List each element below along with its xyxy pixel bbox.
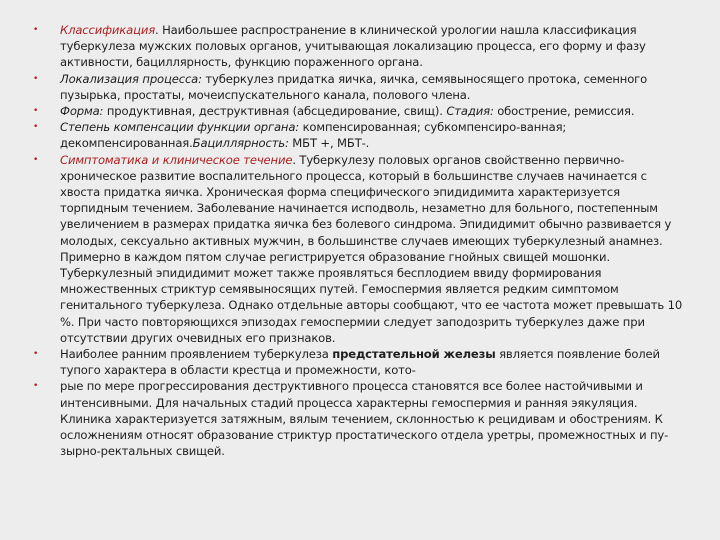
bullet-text-bacillarity: МБТ +, МБТ-. <box>288 136 370 151</box>
bullet-list <box>30 22 690 459</box>
bullet-text: рые по мере прогрессирования деструктивного процесса становятся все более настойчивыми и интенсивными. Для начальных стадий процесса характерны гемоспермия и ранняя эякуляция. Клиника характеризуется затяжным, вялым течением, склонностью к рецидивам и обострениям. К осложнениям относят образование стриктур простатического отдела уретры, промежностных и пу-зырно-ректальных свищей. <box>60 379 669 459</box>
bullet-prostate-continued <box>30 378 690 459</box>
bullet-prostate <box>30 346 690 378</box>
bullet-lead: Симптоматика и клиническое течение <box>60 152 293 167</box>
bullet-text-tail: является появление болей тупого характера в области крестца и промежности, кото- <box>60 347 660 378</box>
bullet-text: Наиболее ранним проявлением туберкулеза <box>60 347 333 362</box>
bullet-text: компенсированная; субкомпенсиро-ванная; декомпенсированная. <box>60 120 567 151</box>
bullet-text: . Наибольшее распространение в клинической урологии нашла классификация туберкулеза мужских половых органов, учитывающая локализацию процесса, его форму и фазу активности, бациллярность, функцию пораженного органа. <box>60 23 646 70</box>
bullet-compensation <box>30 119 690 151</box>
bullet-bold-term: предстательной железы <box>332 347 496 362</box>
bullet-marker: • <box>33 122 39 133</box>
bullet-marker: • <box>33 25 39 35</box>
bullet-lead: Степень компенсации функции органа: <box>60 120 300 135</box>
bullet-symptoms <box>30 152 690 346</box>
bullet-text: продуктивная, деструктивная (абсцедирование, свищ). <box>103 104 443 119</box>
bullet-lead-stage: Стадия: <box>442 104 494 119</box>
bullet-lead: Форма: <box>60 104 104 119</box>
bullet-text-stage: обострение, ремиссия. <box>493 104 635 119</box>
bullet-localization <box>30 71 690 103</box>
bullet-lead: Локализация процесса: <box>60 71 202 86</box>
bullet-text: туберкулез придатка яичка, яичка, семявыносящего протока, семенного пузырька, простаты, мочеиспускательного канала, полового члена. <box>60 71 648 102</box>
bullet-lead-bacillarity: Бациллярность: <box>192 136 289 151</box>
bullet-marker: • <box>33 106 39 117</box>
bullet-marker: • <box>33 73 39 84</box>
bullet-text: . Туберкулезу половых органов свойственно первично-хроническое развитие воспалительного процесса, который в большинстве случаев начинается с хвоста придатка яичка. Хроническая форма специфического эпидидимита характеризуется торпидным течением. Заболевание начинается исподволь, незаметно для больного, постепенным увеличением в размерах придатка яичка без болевого синдрома. Эпидидимит обычно развивается у молодых, сексуально активных мужчин, в большинстве случаев имеющих туберкулезный анамнез. Примерно в каждом пятом случае регистрируется образование гнойных свищей мошонки. Туберкулезный эпидидимит может также проявляться бесплодием ввиду формирования множественных стриктур семявыносящих путей. Гемоспермия является редким симптомом генитального туберкулеза. Однако отдельные авторы сообщают, что ее частота может превышать 10 %. При часто повторяющихся эпизодах гемоспермии следует заподозрить туберкулез даже при отсутствии других очевидных его признаков. <box>60 152 683 345</box>
bullet-lead: Классификация <box>60 23 156 37</box>
bullet-marker: • <box>33 381 39 392</box>
bullet-marker: • <box>33 154 39 165</box>
bullet-form <box>30 103 690 119</box>
bullet-classification <box>30 22 690 71</box>
bullet-marker: • <box>33 349 39 360</box>
